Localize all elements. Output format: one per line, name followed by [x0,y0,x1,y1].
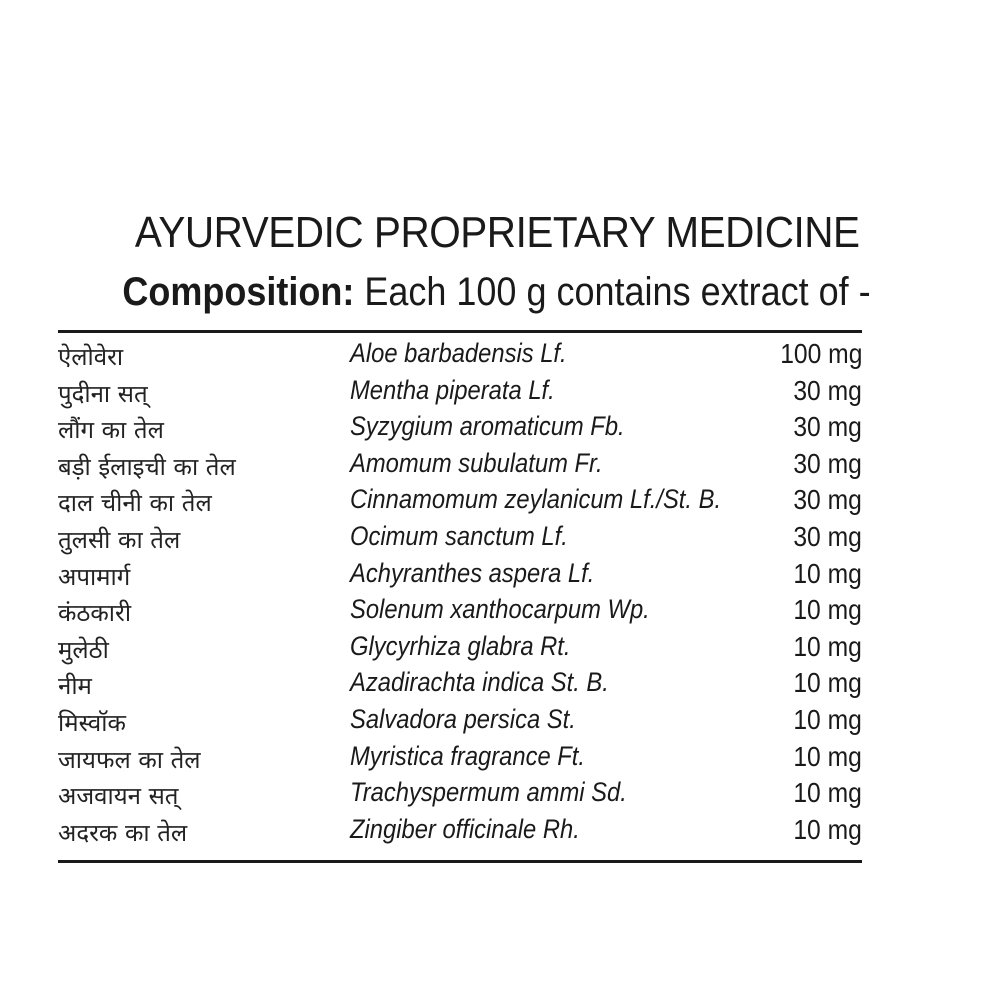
hindi-name: लौंग का तेल [58,416,164,445]
quantity: 30 mg [793,374,862,406]
quantity: 10 mg [793,630,862,662]
hindi-name: मुलेठी [58,635,109,664]
hindi-name: नीम [58,672,92,701]
hindi-name: अपामार्ग [58,562,131,591]
hindi-name: दाल चीनी का तेल [58,489,212,518]
composition-line [47,270,947,315]
ingredient-row [0,558,1000,595]
hindi-name: बड़ी ईलाइची का तेल [58,452,236,481]
ingredient-row [0,411,1000,448]
botanical-name: Solenum xanthocarpum Wp. [350,594,650,625]
composition-text: Each 100 g contains extract of - [354,270,871,314]
hindi-name: ऐलोवेरा [58,343,124,371]
quantity: 30 mg [793,411,862,443]
ingredient-row [0,667,1000,704]
ingredient-row [0,777,1000,814]
ingredient-row [0,814,1000,851]
quantity: 10 mg [793,667,862,699]
quantity: 30 mg [793,520,862,552]
ingredient-list [0,338,1000,850]
hindi-name: मिस्वॉक [58,708,126,737]
botanical-name: Glycyrhiza glabra Rt. [350,630,571,661]
botanical-name: Salvadora persica St. [350,703,576,734]
botanical-name: Myristica fragrance Ft. [350,740,586,771]
ingredient-row [0,521,1000,558]
botanical-name: Trachyspermum ammi Sd. [350,777,627,808]
quantity: 10 mg [793,813,862,845]
hindi-name: तुलसी का तेल [58,525,181,554]
botanical-name: Achyranthes aspera Lf. [350,557,595,588]
ingredient-row [0,594,1000,631]
quantity: 10 mg [793,740,862,772]
botanical-name: Aloe barbadensis Lf. [350,338,567,368]
quantity: 10 mg [793,777,862,809]
botanical-name: Amomum subulatum Fr. [350,447,603,478]
quantity: 10 mg [793,703,862,735]
hindi-name: जायफल का तेल [58,745,201,774]
botanical-name: Ocimum sanctum Lf. [350,520,568,551]
quantity: 30 mg [793,447,862,479]
botanical-name: Cinnamomum zeylanicum Lf./St. B. [350,484,722,515]
composition-lead: Composition: [122,270,355,314]
bottom-divider [58,860,862,863]
quantity: 30 mg [793,484,862,516]
quantity: 100 mg [779,338,862,369]
hindi-name: कंठकारी [58,599,132,628]
ingredient-row [0,448,1000,485]
hindi-name: अजवायन सत् [58,782,179,811]
ingredient-row [0,484,1000,521]
top-divider [58,330,862,333]
hindi-name: पुदीना सत् [58,379,148,408]
botanical-name: Syzygium aromaticum Fb. [350,411,625,442]
ingredient-row [0,631,1000,668]
botanical-name: Azadirachta indica St. B. [350,667,609,698]
botanical-name: Mentha piperata Lf. [350,374,555,405]
page-title: AYURVEDIC PROPRIETARY MEDICINE [134,208,860,257]
quantity: 10 mg [793,594,862,626]
botanical-name: Zingiber officinale Rh. [350,813,580,844]
ingredient-row [0,741,1000,778]
quantity: 10 mg [793,557,862,589]
ingredient-row [0,338,1000,375]
ingredient-row [0,704,1000,741]
hindi-name: अदरक का तेल [58,818,188,847]
ingredient-row [0,375,1000,412]
